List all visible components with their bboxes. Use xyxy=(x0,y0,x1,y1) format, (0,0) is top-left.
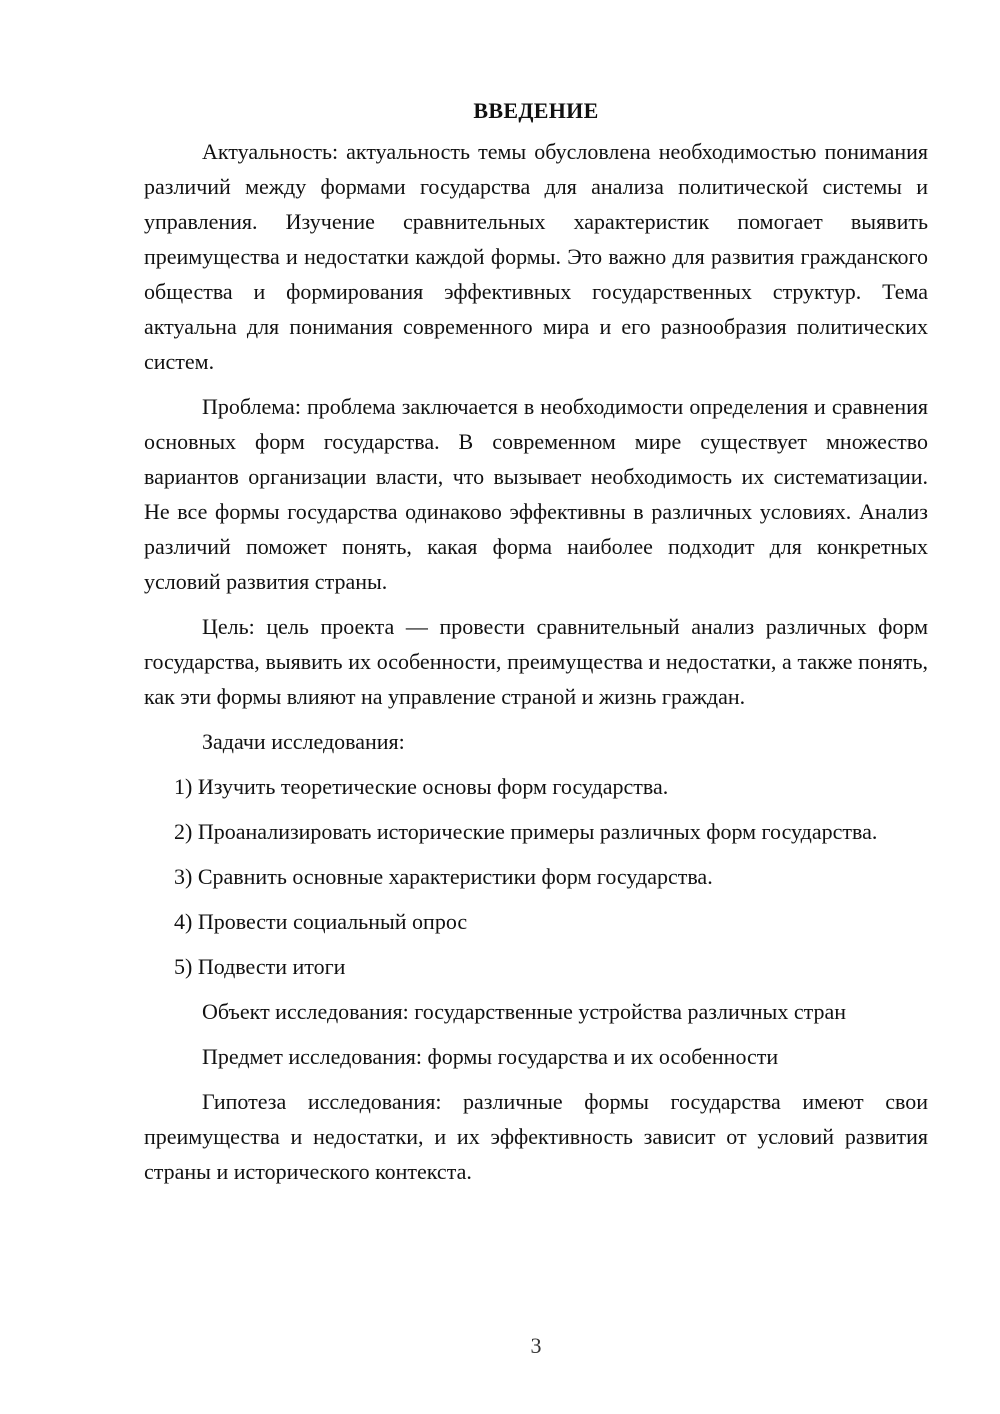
hypothesis-paragraph: Гипотеза исследования: различные формы государства имеют свои преимущества и недостатки, и их эффективность зависит от условий развития страны и исторического контекста. xyxy=(144,1089,928,1184)
relevance-paragraph: Актуальность: актуальность темы обусловлена необходимостью понимания различий между формами государства для анализа политической системы и управления. Изучение сравнительных характеристик помогает выявить преимущества и недостатки каждой формы. Это важно для развития гражданского общества и формирования эффективных государственных структур. Тема актуальна для понимания современного мира и его разнообразия политических систем. xyxy=(144,139,928,374)
tasks-heading: Задачи исследования: xyxy=(202,729,405,754)
document-page xyxy=(144,94,928,1189)
object-paragraph: Объект исследования: государственные устройства различных стран xyxy=(202,999,847,1024)
problem-paragraph: Проблема: проблема заключается в необходимости определения и сравнения основных форм государства. В современном мире существует множество вариантов организации власти, что вызывает необходимость их систематизации. Не все формы государства одинаково эффективны в различных условиях. Анализ различий поможет понять, какая форма наиболее подходит для конкретных условий развития страны. xyxy=(144,394,928,594)
task-item-1: 1) Изучить теоретические основы форм государства. xyxy=(174,774,669,799)
page-number: 3 xyxy=(530,1333,542,1358)
task-item-3: 3) Сравнить основные характеристики форм государства. xyxy=(174,864,713,889)
section-heading: ВВЕДЕНИЕ xyxy=(473,98,599,123)
goal-paragraph: Цель: цель проекта — провести сравнительный анализ различных форм государства, выявить их особенности, преимущества и недостатки, а также понять, как эти формы влияют на управление страной и жизнь граждан. xyxy=(144,614,928,709)
subject-paragraph: Предмет исследования: формы государства и их особенности xyxy=(202,1044,779,1069)
task-item-4: 4) Провести социальный опрос xyxy=(174,909,468,934)
task-item-2: 2) Проанализировать исторические примеры различных форм государства. xyxy=(174,819,878,844)
task-item-5: 5) Подвести итоги xyxy=(174,954,346,979)
